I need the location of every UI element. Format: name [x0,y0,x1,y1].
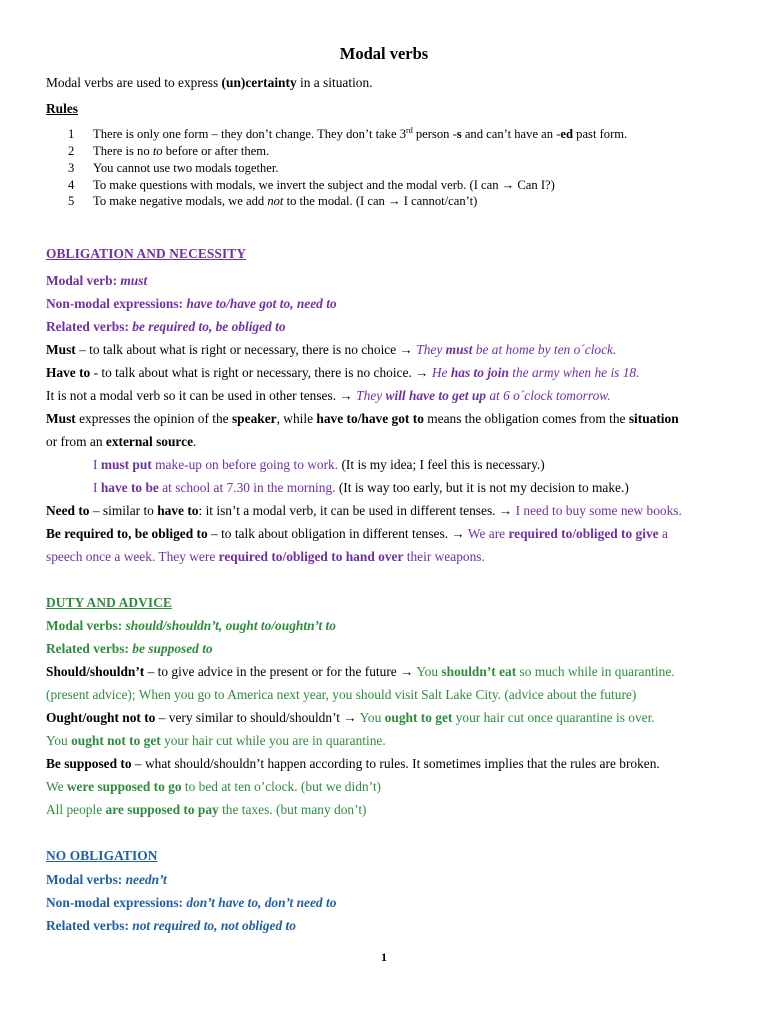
term: Should/shouldn’t [46,664,145,679]
page-title: Modal verbs [339,44,429,63]
example: speech once a week. They were [46,549,219,564]
example: We are [467,526,509,541]
example-bold: shouldn’t eat [441,664,517,679]
rule-item [68,194,477,209]
page-number: 1 [381,950,387,964]
no-obligation-nonmodal-line [46,895,336,911]
value: have to/have got to, need to [186,296,337,311]
label: Related verbs: [46,918,133,933]
be-supposed-line [46,756,660,772]
tenses-line [46,388,611,404]
be-required-line-cont [46,549,485,565]
value: must [120,273,148,288]
ought-not-line [46,733,386,749]
value: be required to, be obliged to [132,319,286,334]
rule-text: To make questions with modals, we invert the subject and the modal verb. (I can → Can I?) [93,178,555,192]
value: needn’t [125,872,167,887]
example: the taxes. (but many don’t) [218,802,367,817]
rule-number: 5 [68,194,75,208]
example: a [658,526,668,541]
rule-italic: to [152,144,163,158]
term: have to/have got to [316,411,424,426]
rule-text: There is no [93,144,153,158]
rule-italic: not [267,194,284,208]
term: Be supposed to [46,756,132,771]
rule-superscript: rd [406,125,413,135]
example-bold: has to join [450,365,509,380]
rule-number: 1 [68,127,75,141]
example-bold: must [445,342,473,357]
term: Be required to, be obliged to [46,526,208,541]
example: You [46,733,72,748]
term: have to [157,503,199,518]
example: I need to buy some new books. [515,503,682,518]
term: Need to [46,503,90,518]
rule-number: 2 [68,144,75,158]
rule-number: 3 [68,161,75,175]
example: be at home by ten o´clock. [472,342,617,357]
rule-bold: s [456,127,462,141]
intro-keyword: (un)certainty [221,75,297,90]
text: (It is my idea; I feel this is necessary.) [338,457,545,472]
rule-number: 4 [68,178,75,192]
label: Related verbs: [46,641,133,656]
text: (It is way too early, but it is not my decision to make.) [335,480,629,495]
duty-modal-line [46,618,336,634]
text: - to talk about what is right or necessary, there is no choice. → [90,365,432,380]
section-heading-obligation: OBLIGATION AND NECESSITY [46,246,247,261]
text: It is not a modal verb so it can be used in other tenses. → [46,388,357,403]
text: expresses the opinion of the [75,411,232,426]
no-obligation-related-line [46,918,296,934]
example: They [416,342,446,357]
must-line [46,342,616,358]
example: They [356,388,386,403]
example: at school at 7.30 in the morning. [158,480,336,495]
example-bold: have to be [100,480,159,495]
label: Modal verbs: [46,618,126,633]
intro-text-end: in a situation. [296,75,373,90]
term: Must [46,411,76,426]
term: speaker [231,411,277,426]
value: be supposed to [132,641,213,656]
supposed-example-2 [46,802,367,818]
text: – to talk about what is right or necessary, there is no choice → [75,342,417,357]
text: . [193,434,197,449]
example: make-up on before going to work. [151,457,339,472]
example-bold: are supposed to pay [105,802,219,817]
example-bold: must put [100,457,152,472]
example-bold: were supposed to go [66,779,182,794]
obligation-related-line [46,319,286,335]
text: – similar to [89,503,158,518]
rule-text: To make negative modals, we add [93,194,268,208]
value: don’t have to, don’t need to [186,895,337,910]
example-bold: ought not to get [71,733,161,748]
be-required-line [46,526,668,542]
obligation-nonmodal-line [46,296,337,312]
term: situation [628,411,679,426]
rule-text: before or after them. [162,144,270,158]
value: should/shouldn’t, ought to/oughtn’t to [125,618,336,633]
need-to-line [46,503,682,519]
example: He [431,365,451,380]
rule-item [68,178,555,193]
example: All people [46,802,106,817]
label: Non-modal expressions: [46,296,187,311]
text: – very similar to should/shouldn’t → [155,710,360,725]
section-heading-duty: DUTY AND ADVICE [46,595,172,610]
example: I [93,457,101,472]
label: Related verbs: [46,319,133,334]
example: at 6 o´clock tomorrow. [485,388,611,403]
example: We [46,779,67,794]
label: Non-modal expressions: [46,895,187,910]
example-must-put-line [93,457,545,473]
supposed-example-1 [46,779,381,795]
no-obligation-modal-line [46,872,167,888]
example: I [93,480,101,495]
example: your hair cut while you are in quarantine. [160,733,386,748]
label: Modal verbs: [46,872,126,887]
duty-related-line [46,641,213,657]
term: Have to [46,365,91,380]
example: You [416,664,442,679]
external-source-line [46,434,196,450]
term: external source [105,434,194,449]
rule-text: You cannot use two modals together. [93,161,279,175]
rule-bold: ed [560,127,574,141]
value: not required to, not obliged to [132,918,296,933]
text: means the obligation comes from the [423,411,629,426]
example: their weapons. [403,549,485,564]
should-line-cont: (present advice); When you go to America next year, you should visit Salt Lake City. (advice about the future) [46,687,637,702]
rule-item [68,161,279,176]
rules-heading: Rules [46,101,78,116]
obligation-modal-line [46,273,147,289]
text: : it isn’t a modal verb, it can be used in different tenses. → [198,503,516,518]
text: , while [276,411,317,426]
label: Modal verb: [46,273,121,288]
example-have-to-be-line [93,480,629,496]
text: – to talk about obligation in different tenses. → [207,526,468,541]
example-bold: required to/obliged to give [508,526,659,541]
must-vs-have-to-line [46,411,679,427]
example-bold: required to/obliged to hand over [218,549,404,564]
have-to-line [46,365,639,381]
term: Ought/ought not to [46,710,156,725]
ought-line [46,710,655,726]
section-heading-no-obligation: NO OBLIGATION [46,848,158,863]
example-bold: will have to get up [385,388,486,403]
rule-item [68,127,627,142]
example: so much while in quarantine. [516,664,675,679]
example-bold: ought to get [384,710,453,725]
term: Must [46,342,76,357]
rule-text: past form. [573,127,628,141]
rule-text: and can’t have an - [461,127,561,141]
example: the army when he is 18. [508,365,640,380]
intro-line [46,75,373,91]
rule-text: person - [412,127,457,141]
rule-item [68,144,269,159]
example: to bed at ten o’clock. (but we didn’t) [181,779,382,794]
text: or from an [46,434,106,449]
example: your hair cut once quarantine is over. [452,710,655,725]
should-line [46,664,675,680]
rule-text: to the modal. (I can → I cannot/can’t) [283,194,478,208]
text: – what should/shouldn’t happen according to rules. It sometimes implies that the rules are broken. [131,756,660,771]
intro-text: Modal verbs are used to express [46,75,222,90]
example: You [359,710,385,725]
text: – to give advice in the present or for the future → [144,664,417,679]
rule-text: There is only one form – they don’t change. They don’t take 3 [93,127,407,141]
